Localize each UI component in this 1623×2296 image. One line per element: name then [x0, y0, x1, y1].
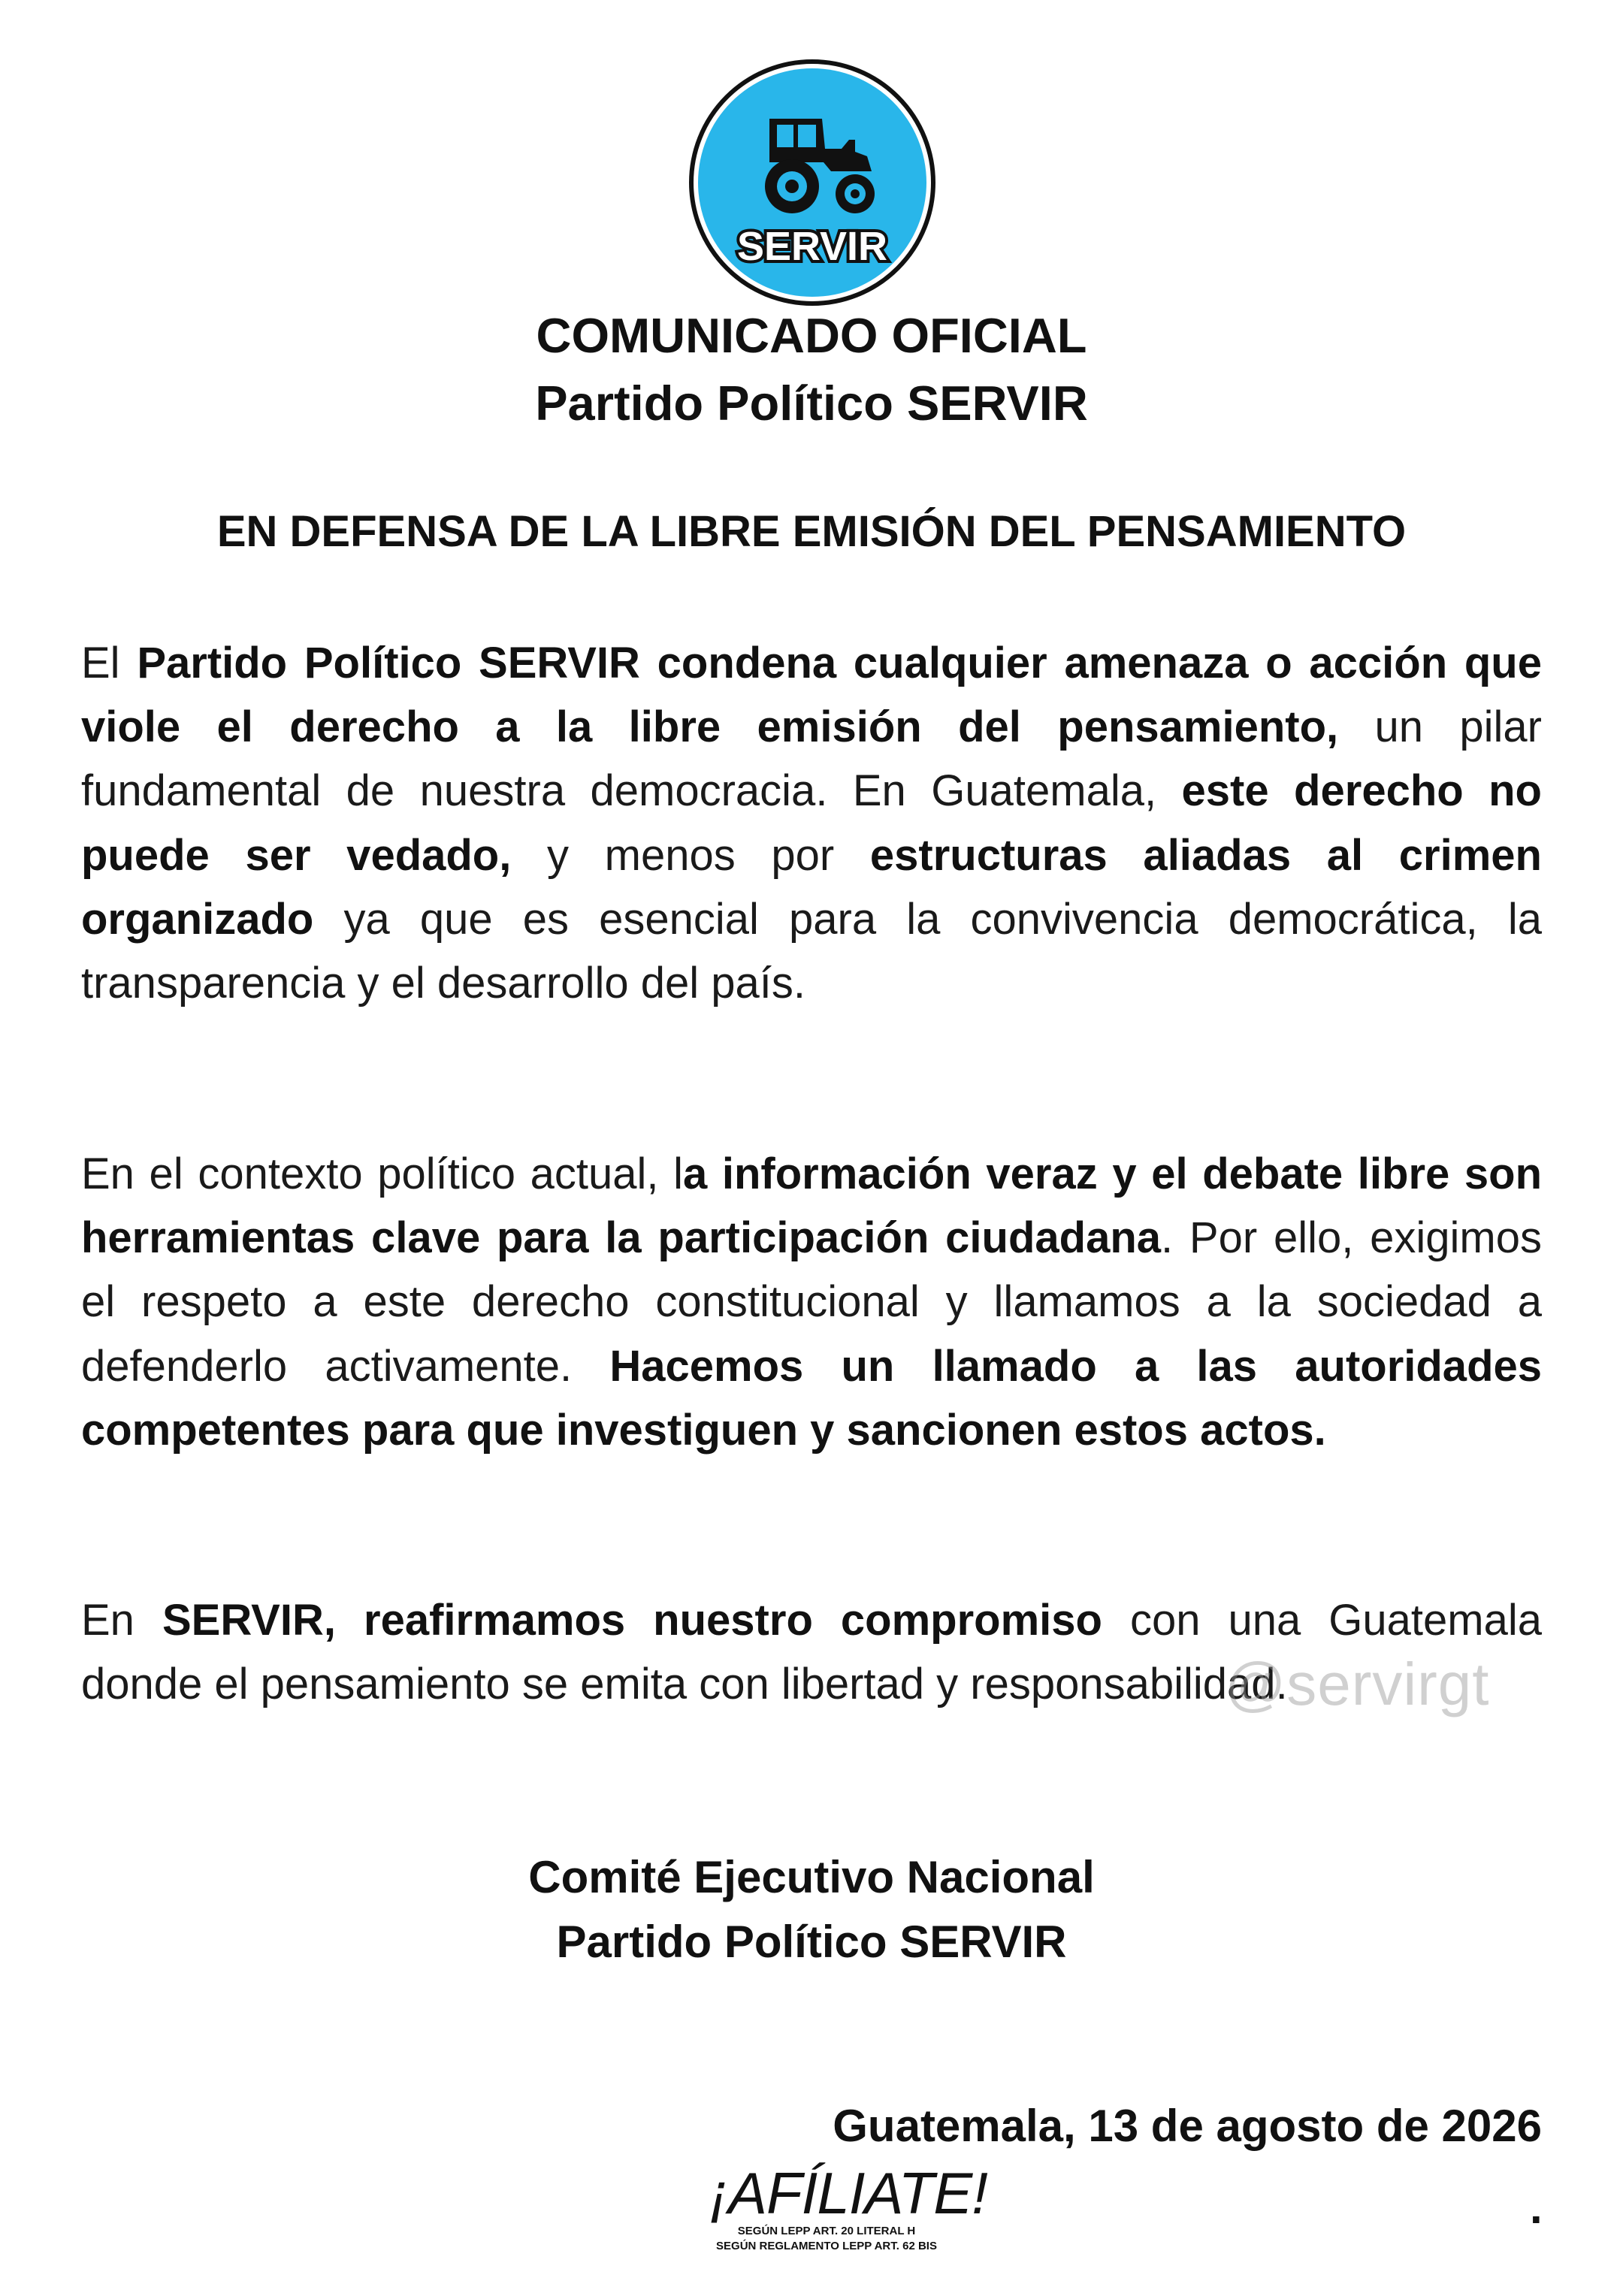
- party-logo-graphic: [688, 59, 936, 307]
- p3-text-2: con una Guatemala donde el pensamiento se emita con libertad y responsabilidad.: [81, 1596, 1543, 1709]
- legal-note-2: SEGÚN REGLAMENTO LEPP ART. 62 BIS: [716, 2240, 937, 2252]
- document-date: Guatemala, 13 de agosto de 2026: [833, 2101, 1542, 2151]
- paragraph-2: [81, 1142, 1542, 1462]
- p1-text-1: El: [81, 639, 138, 687]
- p1-bold-3: estructuras aliadas al crimen organizado: [81, 830, 1542, 944]
- p1-text-4: ya que es esencial para la convivencia democrática, la transparencia y el desarrollo del país.: [81, 894, 1542, 1008]
- signature-line-1: Comité Ejecutivo Nacional: [528, 1852, 1095, 1902]
- title-line-2: Partido Político SERVIR: [535, 376, 1088, 430]
- p3-text-1: En: [81, 1596, 162, 1645]
- signature-block: [0, 1845, 1623, 1974]
- p1-bold-1: Partido Político SERVIR condena cualquier amenaza o acción que viole el derecho a la libre emisión del pensamiento,: [81, 639, 1542, 752]
- p2-bold-1: a información veraz y el debate libre son herramientas clave para la participación ciudadana: [81, 1150, 1543, 1263]
- p2-text-1: En el contexto político actual, l: [81, 1150, 683, 1198]
- party-logo: [688, 59, 936, 307]
- document-heading: EN DEFENSA DE LA LIBRE EMISIÓN DEL PENSAMIENTO: [216, 507, 1407, 556]
- paragraph-1: [81, 631, 1542, 1015]
- signature-line-2: Partido Político SERVIR: [556, 1917, 1067, 1967]
- watermark: @servirgt: [1225, 1651, 1490, 1717]
- document-title: [0, 302, 1623, 437]
- logo-text: SERVIR: [736, 224, 888, 269]
- p1-text-3: y menos por: [511, 830, 870, 880]
- p1-bold-2: este derecho no puede ser vedado,: [81, 766, 1542, 880]
- footer-dot: .: [1530, 2183, 1543, 2233]
- p1-text-2: un pilar fundamental de nuestra democracia. En Guatemala,: [81, 702, 1542, 816]
- title-line-1: COMUNICADO OFICIAL: [536, 308, 1087, 363]
- p3-bold-1: SERVIR, reafirmamos nuestro compromiso: [162, 1596, 1102, 1645]
- p2-bold-2: Hacemos un llamado a las autoridades competentes para que investiguen y sancionen estos actos.: [81, 1341, 1543, 1455]
- afiliate-slogan: ¡AFÍLIATE!: [709, 2160, 987, 2226]
- p2-text-2: . Por ello, exigimos el respeto a este derecho constitucional y llamamos a la sociedad a defenderlo activamente.: [81, 1213, 1542, 1391]
- legal-note-1: SEGÚN LEPP ART. 20 LITERAL H: [737, 2225, 916, 2237]
